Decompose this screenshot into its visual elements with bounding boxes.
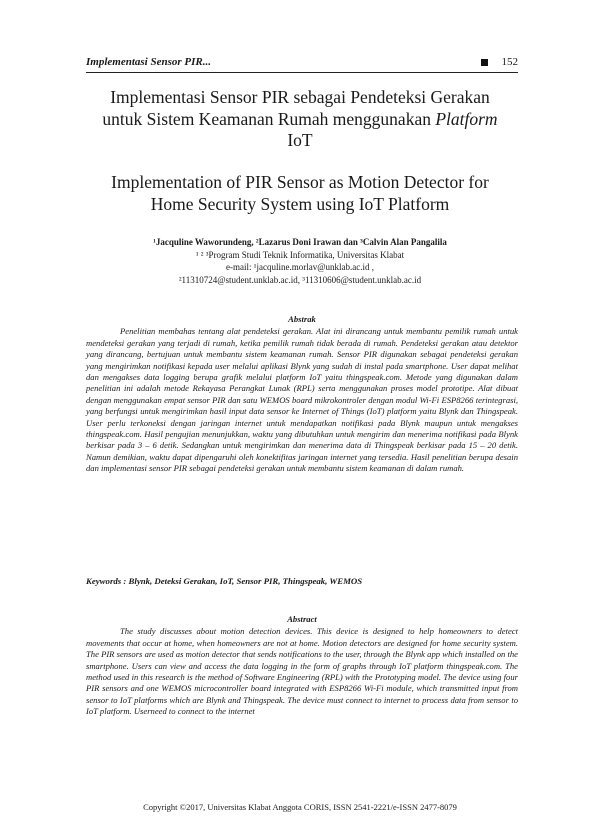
author-affiliation: ¹ ² ³Program Studi Teknik Informatika, Universitas Klabat [195, 249, 405, 260]
author-block [76, 236, 524, 286]
title-id-line3: IoT [287, 130, 313, 150]
abstrak-body: Penelitian membahas tentang alat pendeteksi gerakan. Alat ini dirancang untuk membantu pemilik rumah untuk mendeteksi gerakan yang terjadi di rumah, ketika pemilik rumah tidak berada di rumah. Pendeteksi gerakan atau detektor yang dirancang, bertujuan untuk membantu sistem keamanan rumah. Sensor PIR digunakan sebagai pendeteksi gerakan yang mengirimkan notifikasi kepada user melalui aplikasi Blynk yang sudah di instal pada smartphone. User dapat melihat dan mengakses data logging berupa grafik melalui platform IoT yaitu thingspeak.com. Metode yang digunakan dalam penelitian ini adalah metode Rekayasa Perangkat Lunak (RPL) serta menggunakan proses model prototipe. Alat dibuat dengan menggunakan empat sensor PIR dan satu WEMOS board mikrokontroler dengan modul Wi-Fi ESP8266 terintegrasi, yang berfungsi untuk mengirimkan hasil input data sensor ke Internet of Things (IoT) platform yaitu Blynk dan Thingspeak. User perlu terkoneksi dengan jaringan internet untuk mendapatkan notifikasi pada Blynk maupun untuk mengakses thingspeak.com. Hasil pengujian menunjukkan, waktu yang dibutuhkan untuk mengirim dan menerima notifikasi pada Blynk berkisar pada 3 – 6 detik. Sedangkan untuk mengirimkan dan menerima data di Thingspeak berkisar pada 15 – 20 detik. Namun demikian, waktu dapat dipengaruhi oleh konektifitas jaringan internet yang tersedia. Hasil penelitian berupa desain dan implementasi sensor PIR sebagai pendeteksi gerakan untuk membantu sistem keamanan di dalam rumah. [86, 326, 518, 474]
running-header [86, 56, 518, 73]
square-bullet-icon [481, 59, 488, 66]
title-indonesian [76, 87, 524, 152]
abstract-body: The study discusses about motion detection devices. This device is designed to help homeowners to detect movements that occur at home, when homeowners are not at home. Motion detectors are designed for home security system. The PIR sensors are used as motion detector that sends notifications to the user, through the Blynk app which installed on the smartphone. Users can view and access the data logging in the form of graphs through IoT platform thingspeak.com. The method used in this research is the method of Software Engineering (RPL) with the Prototyping model. The device using four PIR sensors and one WEMOS microcontroller board integrated with ESP8266 Wi-Fi module, which transmitted input from sensor to IoT platforms which are Blynk and Thingspeak. The device must connect to internet to process data from sensor to IoT platform. Userneed to connect to the internet [86, 626, 518, 717]
abstract-heading: Abstract [287, 614, 317, 624]
page-number: 152 [501, 56, 518, 68]
abstract-section [86, 614, 518, 718]
abstrak-section [86, 314, 518, 475]
keywords: Keywords : Blynk, Deteksi Gerakan, IoT, Sensor PIR, Thingspeak, WEMOS [86, 576, 363, 586]
author-email-2: ²11310724@student.unklab.ac.id, ³11310606@student.unklab.ac.id [178, 274, 422, 285]
copyright-footer: Copyright ©2017, Universitas Klabat Anggota CORIS, ISSN 2541-2221/e-ISSN 2477-8079 [143, 802, 457, 812]
title-id-platform: Platform [435, 108, 498, 129]
title-id-line1: Implementasi Sensor PIR sebagai Pendeteksi Gerakan [110, 87, 490, 107]
author-email-1: e-mail: ¹jacquline.morlav@unklab.ac.id , [226, 262, 374, 272]
title-en-line1: Implementation of PIR Sensor as Motion Detector for [111, 172, 489, 192]
running-head-title: Implementasi Sensor PIR... [86, 56, 211, 68]
abstrak-heading: Abstrak [288, 314, 316, 324]
author-names: ¹Jacquline Waworundeng, ²Lazarus Doni Irawan dan ³Calvin Alan Pangalila [153, 237, 447, 247]
title-en-line2: Home Security System using IoT Platform [150, 193, 450, 214]
title-english [76, 172, 524, 215]
title-id-line2: untuk Sistem Keamanan Rumah menggunakan [102, 108, 436, 129]
